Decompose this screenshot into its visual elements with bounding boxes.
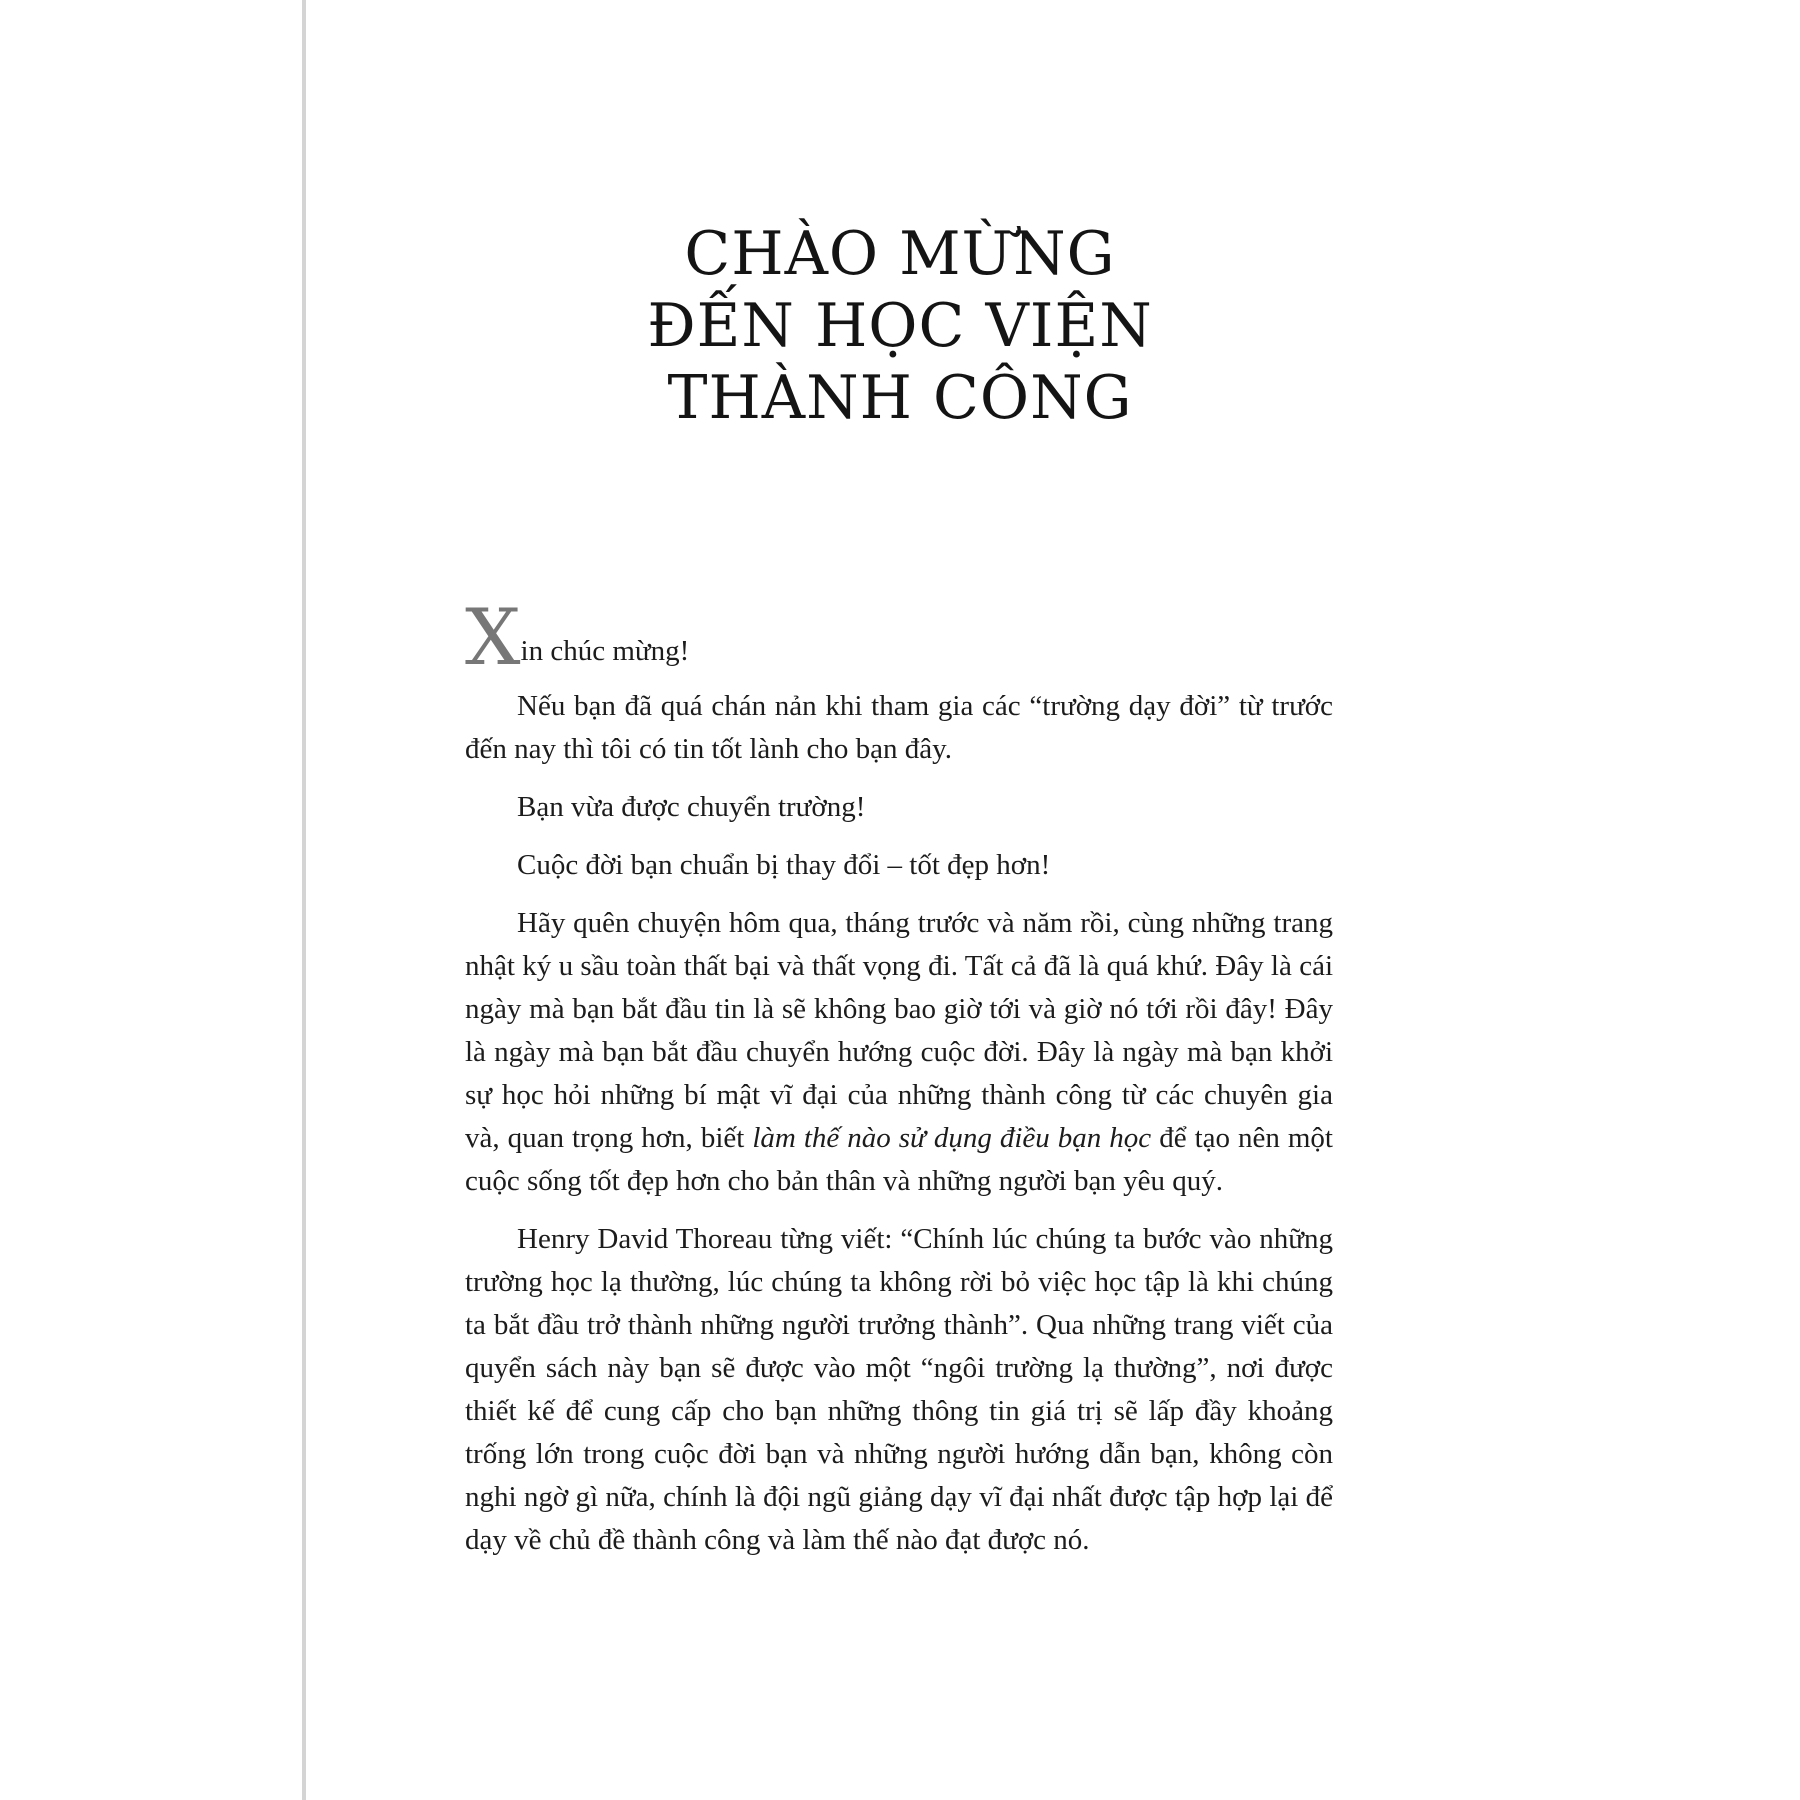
paragraph-4: Cuộc đời bạn chuẩn bị thay đổi – tốt đẹp hơn! — [517, 849, 1051, 881]
paragraph-1 — [465, 593, 1333, 683]
chapter-title-line-2: ĐẾN HỌC VIỆN — [647, 291, 1153, 361]
chapter-title-line-1: CHÀO MỪNG — [684, 219, 1116, 289]
chapter-title — [520, 218, 1280, 434]
paragraph-5-emphasis: làm thế nào sử dụng điều bạn học — [752, 1122, 1152, 1154]
chapter-title-line-3: THÀNH CÔNG — [667, 363, 1133, 433]
paragraph-5-text-start: Hãy quên chuyện hôm qua, tháng trước và năm rồi, cùng những trang nhật ký u sầu toàn thất bại và thất vọng đi. Tất cả đã là quá khứ. Đây là cái ngày mà bạn bắt đầu tin là sẽ không bao giờ tới và giờ nó tới rồi đây! Đây là ngày mà bạn bắt đầu chuyển hướng cuộc đời. Đây là ngày mà bạn khởi sự học hỏi những bí mật vĩ đại của những thành công từ các chuyên gia và, quan trọng hơn, biết — [465, 907, 1333, 1154]
chapter-body — [465, 593, 1333, 1577]
paragraph-1-text: in chúc mừng! — [520, 635, 690, 667]
paragraph-3: Bạn vừa được chuyển trường! — [517, 791, 866, 823]
page-spine-divider — [302, 0, 306, 1800]
paragraph-5-text-end: để tạo nên một cuộc sống tốt đẹp hơn cho bản thân và những người bạn yêu quý. — [465, 1122, 1333, 1197]
paragraph-6: Henry David Thoreau từng viết: “Chính lúc chúng ta bước vào những trường học lạ thường, lúc chúng ta không rời bỏ việc học tập là khi chúng ta bắt đầu trở thành những người trưởng thành”. Qua những trang viết của quyển sách này bạn sẽ được vào một “ngôi trường lạ thường”, nơi được thiết kế để cung cấp cho bạn những thông tin giá trị sẽ lấp đầy khoảng trống lớn trong cuộc đời bạn và những người hướng dẫn bạn, không còn nghi ngờ gì nữa, chính là đội ngũ giảng dạy vĩ đại nhất được tập hợp lại để dạy về chủ đề thành công và làm thế nào đạt được nó. — [465, 1223, 1333, 1556]
paragraph-5 — [465, 902, 1333, 1203]
drop-cap: X — [465, 593, 521, 683]
paragraph-2: Nếu bạn đã quá chán nản khi tham gia các “trường dạy đời” từ trước đến nay thì tôi có tin tốt lành cho bạn đây. — [465, 690, 1333, 765]
